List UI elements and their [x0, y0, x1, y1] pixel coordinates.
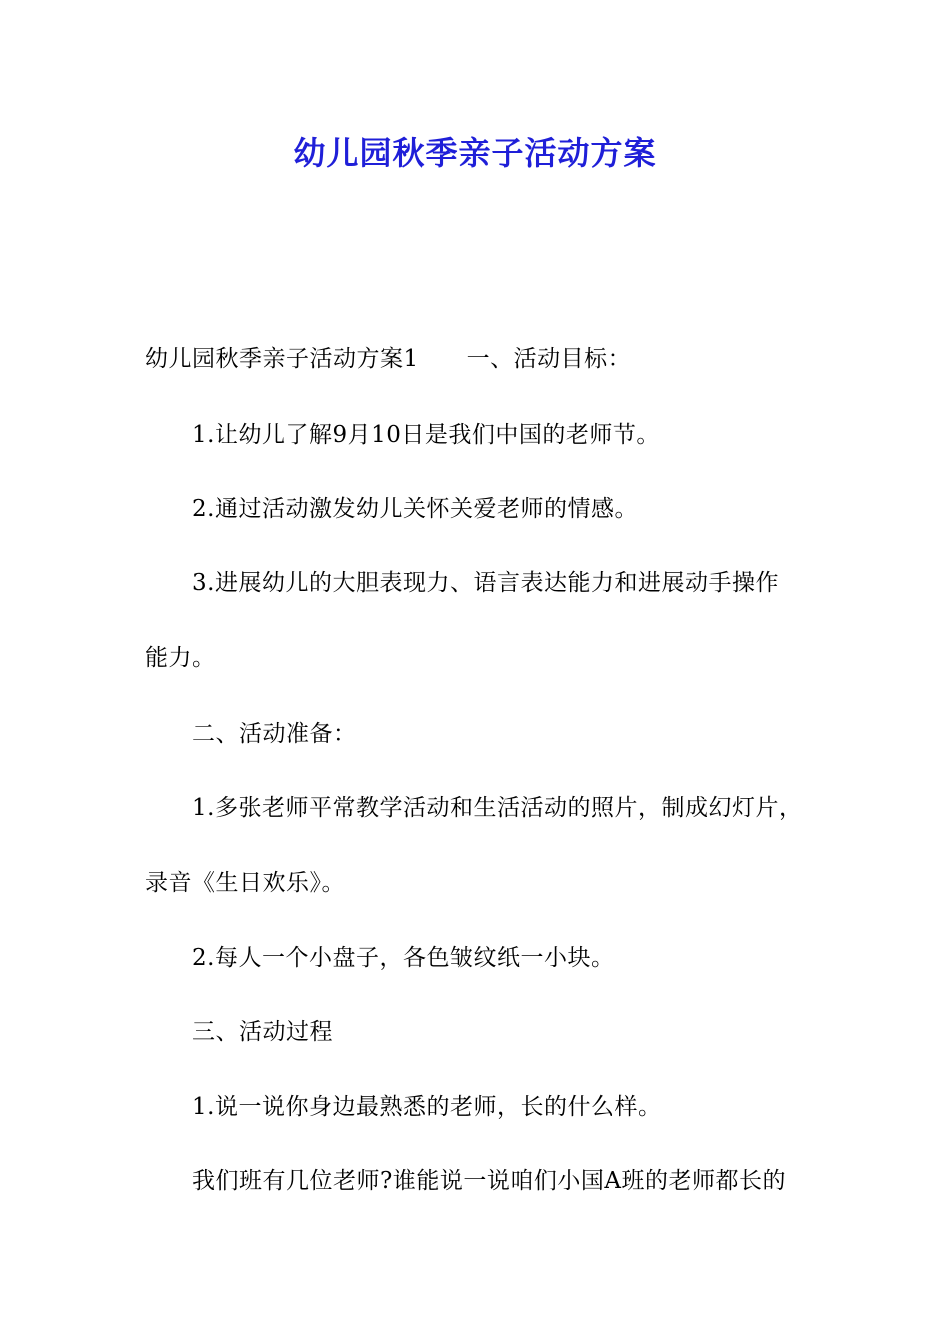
paragraph-line: 2.每人一个小盘子，各色皱纹纸一小块。	[192, 945, 615, 971]
paragraph-line: 2.通过活动激发幼儿关怀关爱老师的情感。	[192, 496, 638, 522]
paragraph-line: 能力。	[145, 645, 216, 671]
section-heading: 二、活动准备：	[192, 721, 357, 747]
paragraph-line: 1.多张老师平常教学活动和生活活动的照片，制成幻灯片，	[192, 795, 803, 821]
paragraph-line	[145, 341, 825, 377]
document-title: 幼儿园秋季亲子活动方案	[293, 134, 657, 172]
paragraph-line: 3.进展幼儿的大胆表现力、语言表达能力和进展动手操作	[192, 570, 779, 596]
section-heading: 幼儿园秋季亲子活动方案1	[145, 346, 419, 372]
section-heading: 一、活动目标：	[466, 346, 632, 372]
paragraph-line: 录音《生日欢乐》。	[145, 870, 345, 896]
paragraph-line: 1.让幼儿了解9月10日是我们中国的老师节。	[192, 422, 660, 448]
paragraph-line: 我们班有几位老师?谁能说一说咱们小国A班的老师都长的	[192, 1168, 786, 1194]
paragraph-line: 1.说一说你身边最熟悉的老师，长的什么样。	[192, 1094, 662, 1120]
section-heading: 三、活动过程	[192, 1019, 333, 1045]
